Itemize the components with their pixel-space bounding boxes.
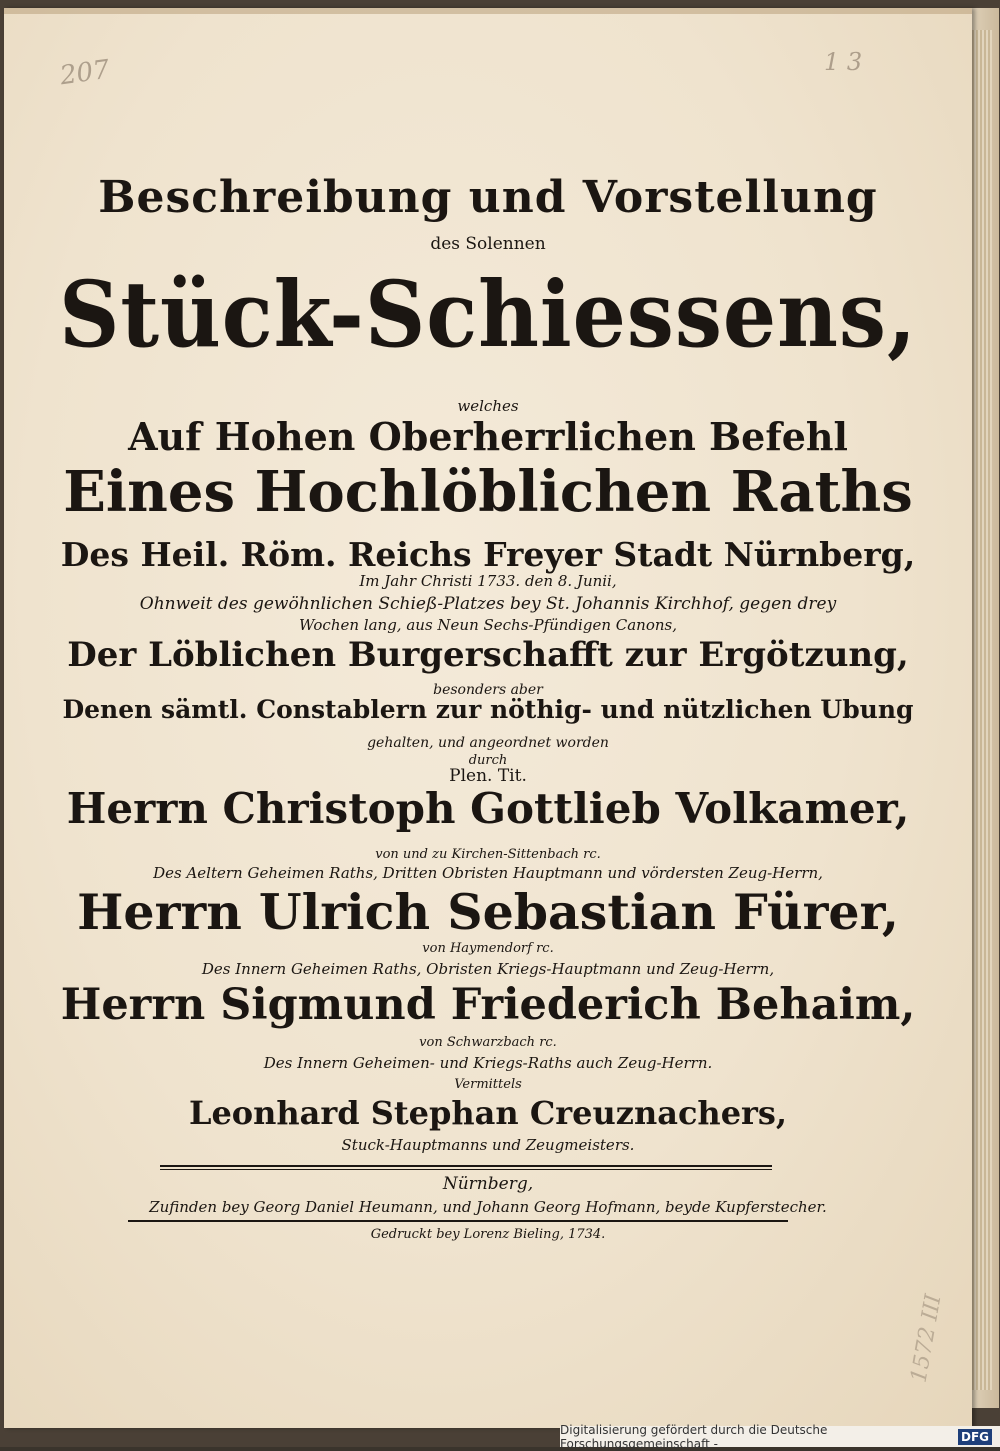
handwritten-annotation-top-left: 207 — [58, 54, 112, 92]
main-title: Stück-Schiessens, — [58, 262, 918, 368]
council-line: Eines Hochlöblichen Raths — [63, 459, 913, 525]
person-3-place: von Schwarzbach rc. — [419, 1035, 557, 1050]
person-3-title: Des Innern Geheimen- und Kriegs-Raths auch Zeug-Herrn. — [263, 1054, 713, 1072]
connector-welches: welches — [457, 397, 519, 415]
command-line: Auf Hohen Oberherrlichen Befehl — [128, 414, 848, 459]
duration-line: Wochen lang, aus Neun Sechs-Pfündigen Canons, — [299, 616, 677, 634]
durch-line: durch — [468, 753, 508, 768]
person-1-name: Herrn Christoph Gottlieb Volkamer, — [66, 784, 910, 833]
constables-line: Denen sämtl. Constablern zur nöthig- und nützlichen Ubung — [62, 695, 914, 724]
person-1-title: Des Aeltern Geheimen Raths, Dritten Obristen Hauptmann und vördersten Zeug-Herrn, — [153, 864, 823, 882]
person-2-title: Des Innern Geheimen Raths, Obristen Kriegs-Hauptmann und Zeug-Herrn, — [201, 960, 775, 978]
person-3-name: Herrn Sigmund Friederich Behaim, — [60, 980, 916, 1030]
besonders-line: besonders aber — [433, 682, 543, 698]
author-name: Leonhard Stephan Creuznachers, — [188, 1094, 788, 1132]
title-line-1: Beschreibung und Vorstellung — [98, 172, 878, 223]
handwritten-annotation-bottom-right: 1572 III — [906, 1292, 947, 1385]
title-page — [4, 8, 972, 1428]
person-2-place: von Haymendorf rc. — [422, 941, 554, 956]
purpose-line: Der Löblichen Burgerschafft zur Ergötzung, — [67, 635, 909, 675]
location-line: Ohnweit des gewöhnlichen Schieß-Platzes bey St. Johannis Kirchhof, gegen drey — [139, 594, 837, 614]
vermittels-line: Vermittels — [454, 1077, 522, 1092]
imprint-rule-top — [160, 1165, 772, 1167]
handwritten-annotation-top-right: 1 3 — [824, 48, 863, 76]
imprint-city: Nürnberg, — [442, 1174, 534, 1194]
author-title: Stuck-Hauptmanns und Zeugmeisters. — [341, 1136, 635, 1154]
title-page-text — [4, 8, 972, 1428]
imprint-rule-top-thin — [160, 1169, 772, 1170]
imprint-sellers: Zufinden bey Georg Daniel Heumann, und Johann Georg Hofmann, beyde Kupferstecher. — [149, 1198, 827, 1216]
dfg-logo: DFG — [958, 1429, 992, 1445]
plen-tit-line: Plen. Tit. — [449, 766, 527, 786]
imprint-rule-bottom — [128, 1220, 788, 1222]
city-line: Des Heil. Röm. Reichs Freyer Stadt Nürnberg, — [60, 535, 916, 574]
page-stack-edge — [972, 30, 992, 1390]
person-1-place: von und zu Kirchen-Sittenbach rc. — [375, 847, 601, 862]
date-line: Im Jahr Christi 1733. den 8. Junii, — [359, 572, 617, 590]
held-line: gehalten, und angeordnet worden — [367, 735, 609, 751]
title-line-2: des Solennen — [430, 234, 546, 254]
imprint-printer: Gedruckt bey Lorenz Bieling, 1734. — [370, 1227, 606, 1242]
person-2-name: Herrn Ulrich Sebastian Fürer, — [77, 883, 899, 941]
digitization-credit-bar — [560, 1422, 1000, 1451]
digitization-credit-text: Digitalisierung gefördert durch die Deutsche Forschungsgemeinschaft - — [560, 1422, 828, 1451]
